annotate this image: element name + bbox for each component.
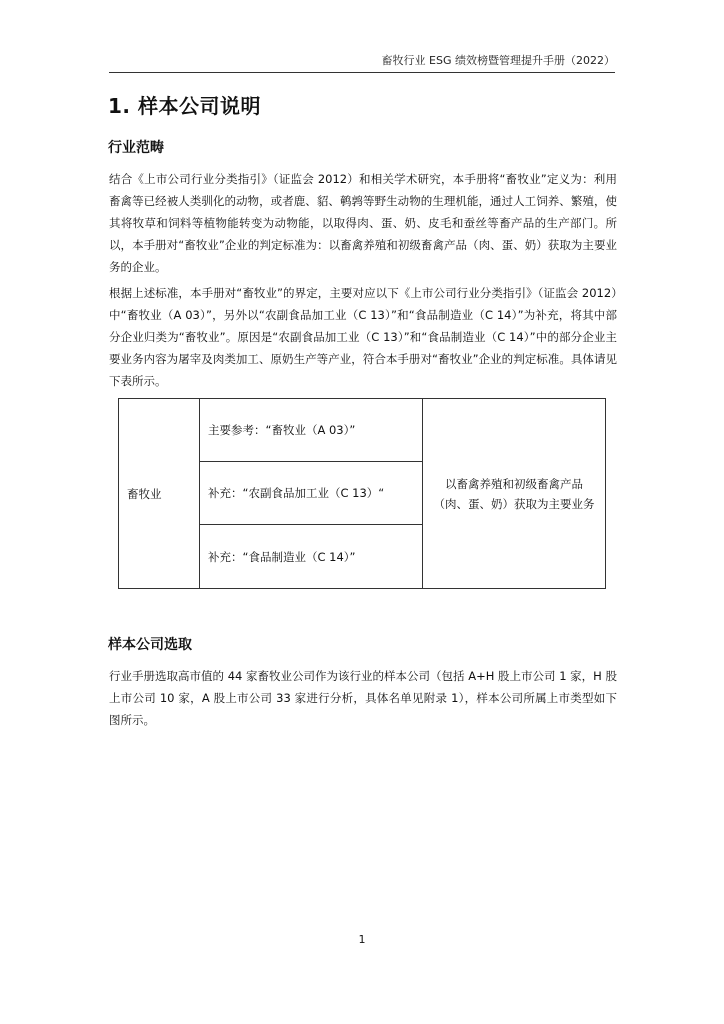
- industry-classification-table: [118, 398, 606, 589]
- industry-paragraph-2: 根据上述标准，本手册对“畜牧业”的界定，主要对应以下《上市公司行业分类指引》（证监会 2012）中“畜牧业（A 03）”，另外以“农副食品加工业（C 13）”和“食品制造业（C 14）”为补充，将其中部分企业归类为“畜牧业”。原因是“农副食品加工业（C 13）”和“食品制造业（C 14）”中的部分企业主要业务内容为屠宰及肉类加工、原奶生产等产业，符合本手册对“畜牧业”企业的判定标准。具体请见下表所示。: [109, 286, 617, 388]
- table-category-cell: 畜牧业: [119, 399, 200, 589]
- industry-heading: 行业范畴: [108, 140, 164, 156]
- table-row-supplement-c13: 补充：“农副食品加工业（C 13）“: [200, 462, 423, 525]
- table-row-main-reference: 主要参考：“畜牧业（A 03）”: [200, 399, 423, 462]
- industry-paragraph-1: 结合《上市公司行业分类指引》（证监会 2012）和相关学术研究，本手册将“畜牧业”定义为：利用畜禽等已经被人类驯化的动物，或者鹿、貂、鹌鹑等野生动物的生理机能，通过人工饲养、繁殖，使其将牧草和饲料等植物能转变为动物能，以取得肉、蛋、奶、皮毛和蚕丝等畜产品的生产部门。所以，本手册对“畜牧业”企业的判定标准为：以畜禽养殖和初级畜禽产品（肉、蛋、奶）获取为主要业务的企业。: [109, 172, 617, 274]
- sample-paragraph: 行业手册选取高市值的 44 家畜牧业公司作为该行业的样本公司（包括 A+H 股上市公司 1 家，H 股上市公司 10 家，A 股上市公司 33 家进行分析，具体名单见附录 1），样本公司所属上市类型如下图所示。: [109, 669, 617, 727]
- section-title: 1. 样本公司说明: [108, 94, 261, 118]
- table-row-supplement-c14: 补充：“食品制造业（C 14）”: [200, 525, 423, 589]
- table-criterion-cell: 以畜禽养殖和初级畜禽产品（肉、蛋、奶）获取为主要业务: [423, 399, 606, 589]
- running-header: 畜牧行业 ESG 绩效榜暨管理提升手册（2022）: [381, 54, 615, 67]
- header-divider: [109, 72, 615, 73]
- sample-heading: 样本公司选取: [108, 637, 192, 653]
- page-number: 1: [358, 933, 366, 946]
